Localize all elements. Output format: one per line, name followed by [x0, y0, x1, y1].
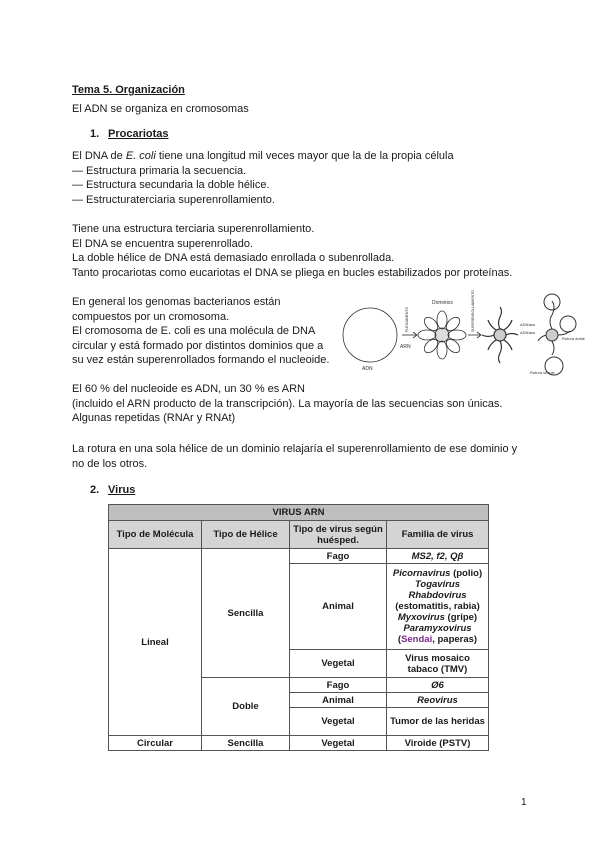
text-line: La rotura en una sola hélice de un dominio relajaría el superenrollamiento de ese dominio y: [72, 443, 518, 455]
section-label: Virus: [108, 484, 136, 496]
table-cell: Viroide (PSTV): [387, 736, 489, 751]
table-cell: Circular: [109, 736, 202, 751]
virus-arn-table: [108, 504, 489, 751]
figure-label-dominios: Dominios: [432, 300, 453, 306]
table-header: Tipo de Molécula: [109, 521, 202, 549]
procariotas-paragraph-4: [72, 382, 502, 426]
animal-virus-list: Picornavirus (polio) Togavirus Rhabdovirus (estomatitis, rabia) Myxovirus (gripe) Paramyxovirus (Sendai, paperas): [387, 564, 489, 650]
page-title: Tema 5. Organización: [72, 84, 185, 96]
bullet-item: — Estructuraterciaria superenrollamiento.: [72, 193, 275, 206]
figure-label-adnasa: ADNasa: [520, 330, 535, 335]
section-heading-procariotas: [90, 128, 169, 140]
circular-dna: [343, 308, 397, 362]
text-line: su vez están superenrollados formando el nucleoide.: [72, 354, 330, 366]
table-cell: Animal: [290, 693, 387, 708]
bullet-item: — Estructura primaria la secuencia.: [72, 164, 247, 177]
figure-label-arn: ARN: [400, 344, 411, 350]
text-line: Tanto procariotas como eucariotas el DNA se pliega en bucles estabilizados por proteínas.: [72, 266, 513, 279]
figure-label-plegamiento: PLEGAMIENTO: [405, 306, 409, 332]
table-cell: Vegetal: [290, 650, 387, 678]
text-line: Algunas repetidas (RNAr y RNAt): [72, 412, 236, 424]
table-cell: Fago: [290, 678, 387, 693]
text-line: El cromosoma de E. coli es una molécula de DNA: [72, 325, 316, 337]
text-line: El DNA se encuentra superenrollado.: [72, 237, 253, 250]
table-cell: Virus mosaico tabaco (TMV): [387, 650, 489, 678]
table-cell: Lineal: [109, 549, 202, 736]
figure-label-superenrollamiento: SUPERENROLLAMIENTO: [471, 290, 475, 332]
table-cell: MS2, f2, Qβ: [387, 549, 489, 564]
section-number: 1.: [90, 128, 100, 140]
dna-length-sentence: El DNA de E. coli tiene una longitud mil veces mayor que la de la propia célula: [72, 150, 454, 162]
table-cell: Doble: [202, 678, 290, 736]
sendai-link[interactable]: Sendai: [401, 634, 433, 645]
figure-label-adnasa: ADNasa: [520, 322, 535, 327]
table-header: Tipo de Hélice: [202, 521, 290, 549]
table-header: Familia de virus: [387, 521, 489, 549]
table-cell: Fago: [290, 549, 387, 564]
intro-text: El ADN se organiza en cromosomas: [72, 103, 249, 115]
text-line: (incluido el ARN producto de la transcripción). La mayoría de las secuencias son únicas.: [72, 397, 503, 410]
text-line: Tiene una estructura terciaria superenrollamiento.: [72, 223, 315, 235]
table-cell: Sencilla: [202, 549, 290, 678]
relaxed-structure: [538, 294, 576, 375]
table-cell: Animal: [290, 564, 387, 650]
procariotas-paragraph-3: [72, 295, 329, 368]
figure-label-rotura-doble: Rotura doble: [562, 336, 585, 341]
table-cell: Sencilla: [202, 736, 290, 751]
table-cell: Reovirus: [387, 693, 489, 708]
section-label: Procariotas: [108, 128, 169, 140]
table-header: Tipo de virus según huésped.: [290, 521, 387, 549]
domains-structure: [418, 311, 466, 359]
text-line: no de los otros.: [72, 457, 148, 470]
procariotas-paragraph-2: [72, 222, 512, 280]
figure-label-rotura-simple: Rotura simple: [530, 370, 555, 375]
procariotas-paragraph-1: [72, 149, 454, 207]
table-cell: Tumor de las heridas: [387, 708, 489, 736]
table-caption: VIRUS ARN: [109, 505, 489, 521]
bullet-item: — Estructura secundaria la doble hélice.: [72, 179, 270, 191]
text-line: En general los genomas bacterianos están: [72, 296, 281, 308]
page-number: 1: [521, 797, 527, 808]
table-cell: Vegetal: [290, 708, 387, 736]
figure-label-adn: ADN: [362, 366, 373, 372]
text-line: La doble hélice de DNA está demasiado enrollada o subenrollada.: [72, 252, 395, 264]
text-line: compuestos por un cromosoma.: [72, 310, 230, 323]
nucleoid-diagram: [340, 290, 585, 382]
text-line: El 60 % del nucleoide es ADN, un 30 % es ARN: [72, 383, 305, 395]
supercoiled-structure: [482, 307, 518, 363]
section-number: 2.: [90, 484, 100, 496]
table-cell: Vegetal: [290, 736, 387, 751]
text-line: circular y está formado por distintos dominios que a: [72, 339, 324, 352]
procariotas-paragraph-5: [72, 442, 517, 471]
section-heading-virus: [90, 484, 135, 496]
table-cell: Ø6: [387, 678, 489, 693]
